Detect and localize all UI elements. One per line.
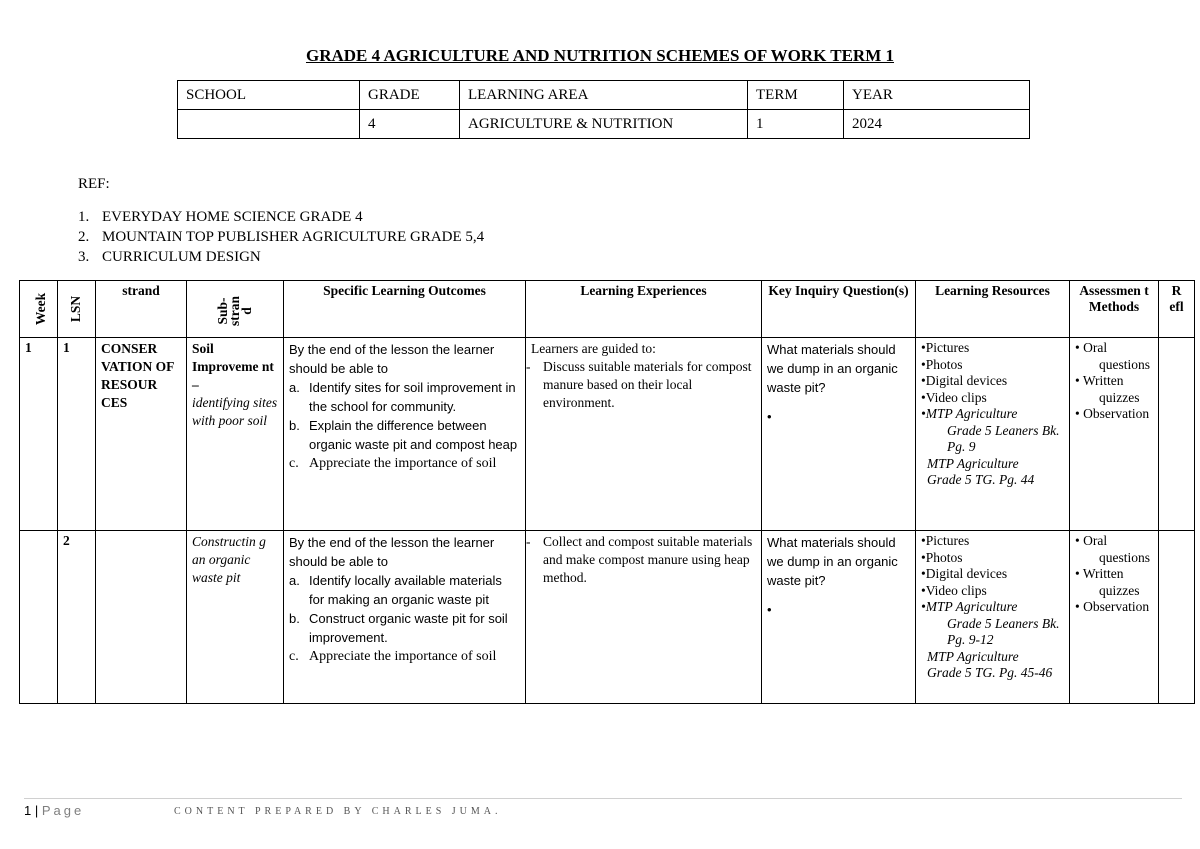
footer-credit: CONTENT PREPARED BY CHARLES JUMA. <box>174 806 502 817</box>
cell-assessment: • Oral questions • Written quizzes • Observation <box>1070 338 1159 531</box>
list-item: - Discuss suitable materials for compost manure based on their local environment. <box>531 358 756 412</box>
info-value-school <box>178 110 360 139</box>
cell-reflection <box>1159 531 1195 704</box>
cell-substrand <box>187 338 284 531</box>
ref-item <box>78 247 484 267</box>
ref-label: REF: <box>78 176 110 192</box>
scheme-header-row <box>20 281 1195 338</box>
outcomes-intro: By the end of the lesson the learner should be able to <box>289 342 495 376</box>
list-item: c. Appreciate the importance of soil <box>289 649 497 664</box>
cell-week <box>20 531 58 704</box>
header-inquiry: Key Inquiry Question(s) <box>762 281 916 338</box>
cell-strand <box>96 531 187 704</box>
page-number: 1 <box>24 803 32 818</box>
header-substrand: Sub-stran d <box>187 281 284 338</box>
info-value-term: 1 <box>748 110 844 139</box>
cell-reflection <box>1159 338 1195 531</box>
list-item: c. Appreciate the importance of soil <box>289 456 497 471</box>
page-separator: | <box>31 803 42 818</box>
header-reflection: R efl <box>1159 281 1195 338</box>
ref-item-number: 2. <box>78 229 90 245</box>
header-week: Week <box>20 281 58 338</box>
header-experiences: Learning Experiences <box>526 281 762 338</box>
header-assessment: Assessmen t Methods <box>1070 281 1159 338</box>
info-table <box>177 80 1030 139</box>
ref-item-number: 3. <box>78 249 90 265</box>
info-value-row <box>178 110 1030 139</box>
cell-inquiry: What materials should we dump in an organic waste pit? • <box>762 531 916 704</box>
cell-substrand <box>187 531 284 704</box>
cell-resources: •Pictures •Photos •Digital devices •Video clips •MTP Agriculture Grade 5 Leaners Bk. Pg. 9-12 MTP Agriculture Grade 5 TG. Pg. 45-46 <box>916 531 1070 704</box>
scheme-table <box>19 280 1195 704</box>
outcomes-list <box>289 571 520 666</box>
cell-outcomes <box>284 338 526 531</box>
info-header-term: TERM <box>748 81 844 110</box>
cell-lsn: 1 <box>58 338 96 531</box>
header-resources: Learning Resources <box>916 281 1070 338</box>
page-footer <box>24 803 84 818</box>
header-strand: strand <box>96 281 187 338</box>
experiences-intro: Learners are guided to: <box>531 341 656 356</box>
cell-week: 1 <box>20 338 58 531</box>
info-header-grade: GRADE <box>360 81 460 110</box>
cell-resources: •Pictures •Photos •Digital devices •Video clips •MTP Agriculture Grade 5 Leaners Bk. Pg. 9 MTP Agriculture Grade 5 TG. Pg. 44 <box>916 338 1070 531</box>
cell-strand: CONSER VATION OF RESOUR CES <box>96 338 187 531</box>
table-row <box>20 338 1195 531</box>
substrand-title: Soil Improveme nt – <box>192 341 274 392</box>
ref-item <box>78 227 484 247</box>
cell-lsn: 2 <box>58 531 96 704</box>
ref-item-text: CURRICULUM DESIGN <box>102 249 261 265</box>
footer-divider <box>24 798 1182 799</box>
header-outcomes: Specific Learning Outcomes <box>284 281 526 338</box>
info-header-learning-area: LEARNING AREA <box>460 81 748 110</box>
info-value-learning-area: AGRICULTURE & NUTRITION <box>460 110 748 139</box>
info-value-grade: 4 <box>360 110 460 139</box>
ref-item-text: MOUNTAIN TOP PUBLISHER AGRICULTURE GRADE 5,4 <box>102 229 485 245</box>
ref-list <box>78 207 484 267</box>
table-row <box>20 531 1195 704</box>
list-item: - Collect and compost suitable materials and make compost manure using heap method. <box>531 533 756 587</box>
ref-item <box>78 207 484 227</box>
list-item: b. Explain the difference between organic waste pit and compost heap <box>289 418 518 452</box>
outcomes-list <box>289 378 520 473</box>
cell-outcomes <box>284 531 526 704</box>
cell-experiences <box>526 531 762 704</box>
header-lsn: LSN <box>58 281 96 338</box>
list-item: b. Construct organic waste pit for soil improvement. <box>289 611 508 645</box>
ref-item-number: 1. <box>78 209 90 225</box>
ref-item-text: EVERYDAY HOME SCIENCE GRADE 4 <box>102 209 363 225</box>
info-header-row <box>178 81 1030 110</box>
cell-assessment: • Oral questions • Written quizzes • Observation <box>1070 531 1159 704</box>
document-title: GRADE 4 AGRICULTURE AND NUTRITION SCHEMES OF WORK TERM 1 <box>305 46 894 65</box>
cell-experiences <box>526 338 762 531</box>
info-value-year: 2024 <box>844 110 1030 139</box>
outcomes-intro: By the end of the lesson the learner should be able to <box>289 535 495 569</box>
cell-inquiry: What materials should we dump in an organic waste pit? • <box>762 338 916 531</box>
info-header-school: SCHOOL <box>178 81 360 110</box>
bullet-icon: • <box>767 409 772 424</box>
bullet-icon: • <box>767 602 772 617</box>
list-item: a. Identify locally available materials for making an organic waste pit <box>289 573 502 607</box>
substrand-detail: identifying sites with poor soil <box>192 395 278 428</box>
page-word: Page <box>41 803 85 818</box>
info-header-year: YEAR <box>844 81 1030 110</box>
list-item: a. Identify sites for soil improvement in the school for community. <box>289 380 516 414</box>
substrand-detail: Constructin g an organic waste pit <box>192 534 266 585</box>
